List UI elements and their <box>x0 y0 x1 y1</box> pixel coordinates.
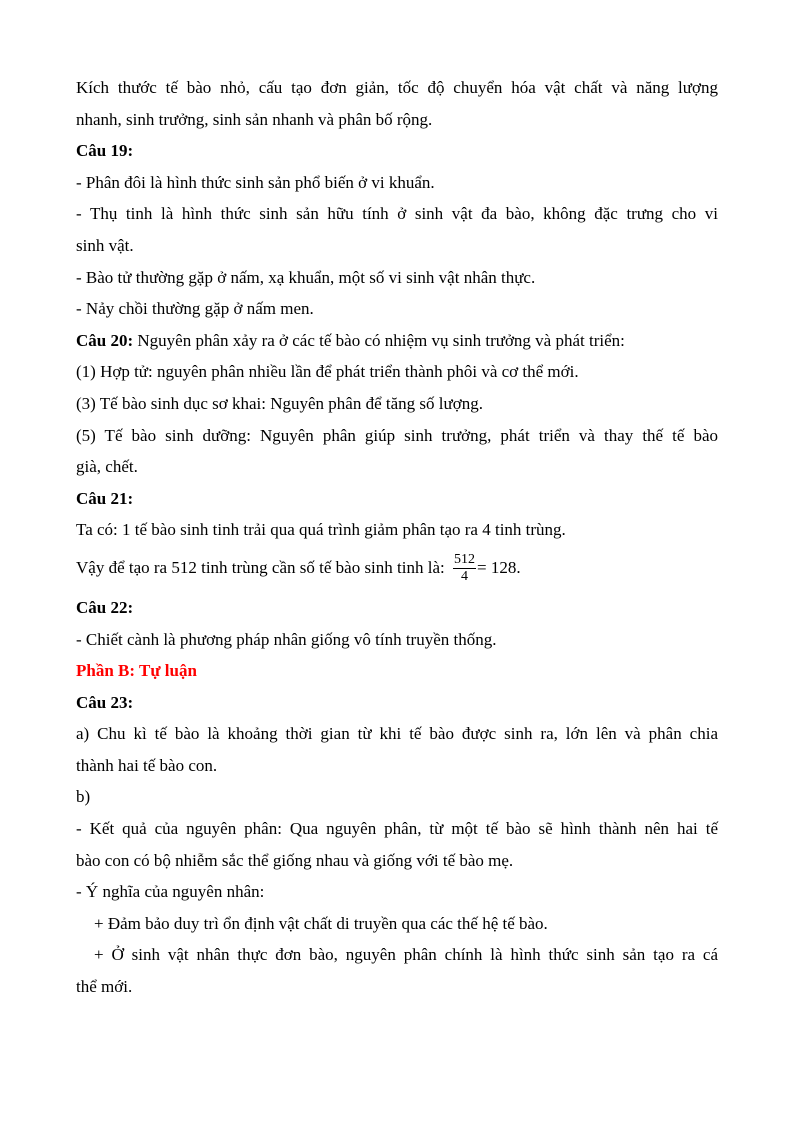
q22-item: - Chiết cành là phương pháp nhân giống vô tính truyền thống. <box>76 629 497 649</box>
fraction-numerator: 512 <box>453 551 475 567</box>
intro-line-1: Kích thước tế bào nhỏ, cấu tạo đơn giản, tốc độ chuyển hóa vật chất và năng lượng <box>76 78 718 97</box>
question-19-heading: Câu 19: <box>76 141 134 161</box>
q23-b-result-line-2: bào con có bộ nhiễm sắc thể giống nhau và giống với tế bào mẹ. <box>76 850 514 870</box>
q20-item: (3) Tế bào sinh dục sơ khai: Nguyên phân để tăng số lượng. <box>76 393 483 413</box>
q20-item: già, chết. <box>76 457 138 477</box>
q19-item: - Bào tử thường gặp ở nấm, xạ khuẩn, một số vi sinh vật nhân thực. <box>76 267 536 287</box>
question-23-heading: Câu 23: <box>76 692 134 712</box>
question-22-heading: Câu 22: <box>76 597 134 617</box>
q23-b-meaning-item: + Ở sinh vật nhân thực đơn bào, nguyên phân chính là hình thức sinh sản tạo ra cá <box>94 945 718 965</box>
q23-b-meaning-heading: - Ý nghĩa của nguyên nhân: <box>76 882 265 902</box>
fraction-denominator: 4 <box>460 568 468 584</box>
question-20-line <box>76 325 718 357</box>
q19-item: - Nảy chồi thường gặp ở nấm men. <box>76 299 314 319</box>
intro-line-2: nhanh, sinh trưởng, sinh sản nhanh và phân bố rộng. <box>76 109 433 129</box>
q21-result: = 128. <box>476 557 521 577</box>
question-21-heading: Câu 21: <box>76 488 134 508</box>
q21-line-1: Ta có: 1 tế bào sinh tinh trải qua quá trình giảm phân tạo ra 4 tinh trùng. <box>76 520 566 540</box>
q23-a-line-1: a) Chu kì tế bào là khoảng thời gian từ khi tế bào được sinh ra, lớn lên và phân chia <box>76 724 718 744</box>
q19-item: - Phân đôi là hình thức sinh sản phổ biến ở vi khuẩn. <box>76 172 435 192</box>
q19-item: - Thụ tinh là hình thức sinh sản hữu tính ở sinh vật đa bào, không đặc trưng cho vi <box>76 204 718 224</box>
q23-a-line-2: thành hai tế bào con. <box>76 755 218 775</box>
question-20-heading: Câu 20: <box>76 330 134 350</box>
part-b-heading: Phần B: Tự luận <box>76 661 197 681</box>
q19-item: sinh vật. <box>76 235 134 255</box>
q21-line-2 <box>76 546 718 590</box>
fraction <box>453 552 476 585</box>
q23-b-label: b) <box>76 787 91 807</box>
q20-item: (5) Tế bào sinh dưỡng: Nguyên phân giúp sinh trưởng, phát triển và thay thế tế bào <box>76 425 718 445</box>
q20-item: (1) Hợp tử: nguyên phân nhiều lần để phát triển thành phôi và cơ thể mới. <box>76 362 579 382</box>
question-20-intro: Nguyên phân xảy ra ở các tế bào có nhiệm vụ sinh trưởng và phát triển: <box>133 330 625 350</box>
q21-line-2-text: Vậy để tạo ra 512 tinh trùng cần số tế bào sinh tinh là: <box>76 557 445 577</box>
q23-b-meaning-item: + Đảm bảo duy trì ổn định vật chất di truyền qua các thế hệ tế bào. <box>94 913 548 933</box>
q23-b-result-line-1: - Kết quả của nguyên phân: Qua nguyên phân, từ một tế bào sẽ hình thành nên hai tế <box>76 819 718 839</box>
q23-b-meaning-last: thể mới. <box>76 977 133 997</box>
document-page <box>76 72 718 1003</box>
